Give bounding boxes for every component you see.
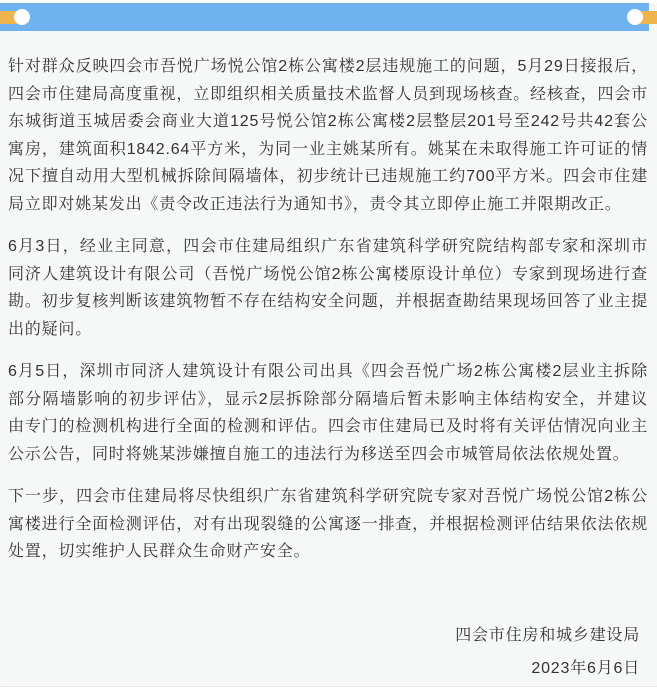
paragraph-preliminary-assessment: 6月5日，深圳市同济人建筑设计有限公司出具《四会吾悦广场2栋公寓楼2层业主拆除部分隔墙影响的初步评估》，显示2层拆除部分隔墙后暂未影响主体结构安全，并建议由专门的检测机构进行全面的检测和评估。四会市住建局已及时将有关评估情况向业主公示公告，同时将姚某涉嫌擅自施工的违法行为移送至四会市城管局依法依规处置。 xyxy=(8,363,648,463)
paragraph-report-and-inspection: 针对群众反映四会市吾悦广场悦公馆2栋公寓楼2层违规施工的问题，5月29日接报后，四会市住建局高度重视，立即组织相关质量技术监督人员到现场核查。经核查，四会市东城街道玉城居委会商业大道125号悦公馆2栋公寓楼2层整层201号至242号共42套公寓房，建筑面积1842.64平方米，为同一业主姚某所有。姚某在未取得施工许可证的情况下擅自动用大型机械拆除间隔墙体，初步统计已违规施工约700平方米。四会市住建局立即对姚某发出《责令改正违法行为通知书》，责令其立即停止施工并限期改正。 xyxy=(8,58,648,213)
scroll-rod-left-cap-icon xyxy=(14,9,30,25)
announcement-body xyxy=(8,53,648,566)
scroll-rod-right-icon xyxy=(635,11,657,24)
scroll-rod-left-icon xyxy=(0,11,22,24)
banner-ribbon xyxy=(0,3,649,31)
scroll-rod-right-cap-icon xyxy=(627,9,643,25)
paragraph-next-steps: 下一步，四会市住建局将尽快组织广东省建筑科学研究院专家对吾悦广场悦公馆2栋公寓楼进行全面检测评估，对有出现裂缝的公寓逐一排查，并根据检测评估结果依法依规处置，切实维护人民群众生命财产安全。 xyxy=(8,488,648,560)
bottom-margin-strip xyxy=(0,686,657,692)
paragraph-expert-site-survey: 6月3日，经业主同意，四会市住建局组织广东省建筑科学研究院结构部专家和深圳市同济人建筑设计有限公司（吾悦广场悦公馆2栋公寓楼原设计单位）专家到现场进行查勘。初步复核判断该建筑物暂不存在结构安全问题，并根据查勘结果现场回答了业主提出的疑问。 xyxy=(8,238,648,338)
issue-date: 2023年6月6日 xyxy=(531,660,640,677)
issuer-signature: 四会市住房和城乡建设局 xyxy=(455,627,640,644)
